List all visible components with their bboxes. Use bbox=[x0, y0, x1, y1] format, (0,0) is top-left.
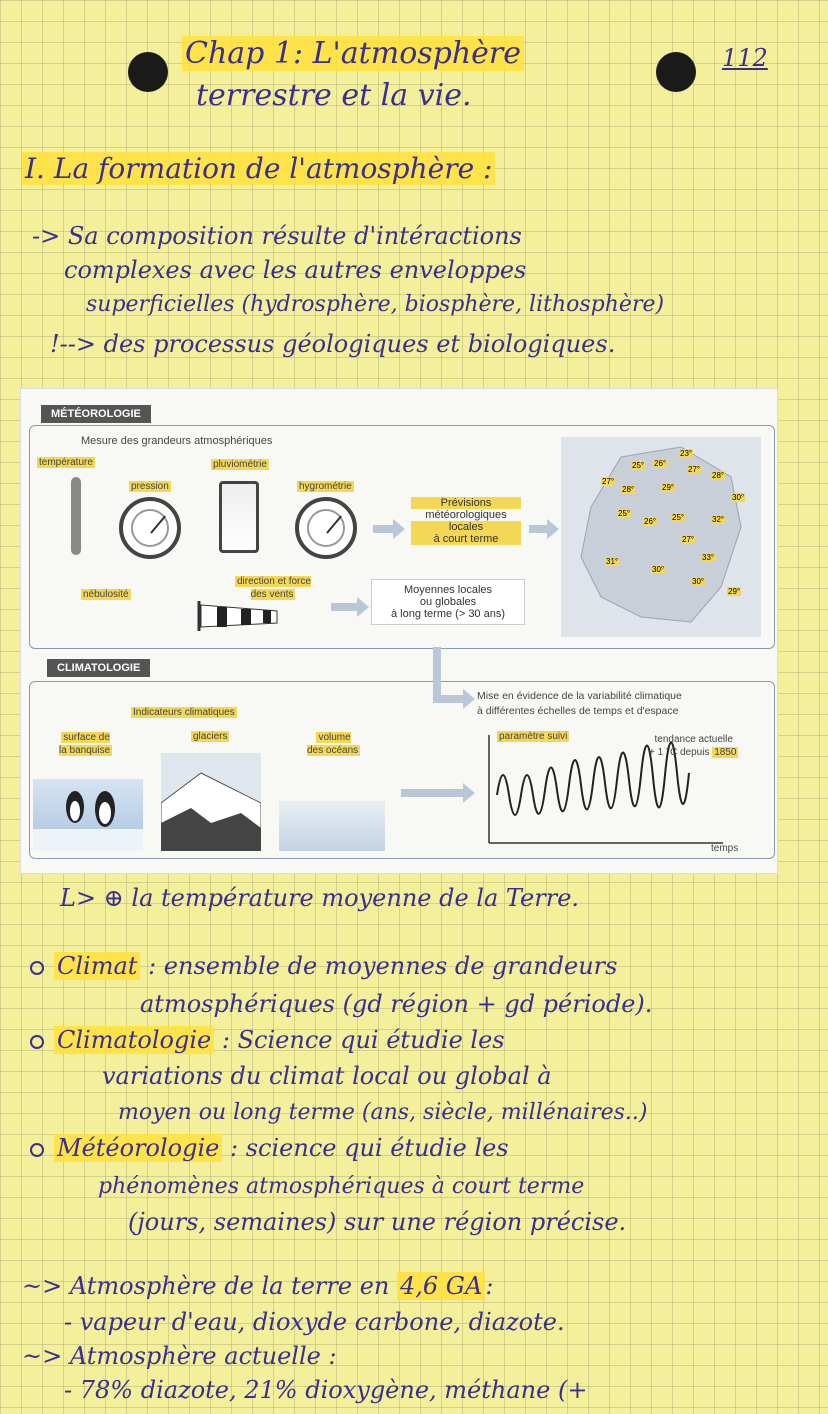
composition-line-2: complexes avec les autres enveloppes bbox=[64, 256, 527, 284]
atmosphere-actuelle-line-2: - 78% diazote, 21% dioxygène, méthane (+ bbox=[64, 1376, 588, 1404]
map-temperature-label: 30° bbox=[652, 565, 665, 574]
label-glaciers: glaciers bbox=[193, 731, 228, 742]
page-subtitle: terrestre et la vie. bbox=[196, 78, 472, 113]
map-temperature-label: 28° bbox=[712, 471, 725, 480]
label-temperature: température bbox=[39, 457, 93, 468]
arrow-to-map bbox=[529, 525, 549, 533]
previsions-line-3: locales bbox=[411, 521, 521, 533]
map-temperature-label: 33° bbox=[702, 553, 715, 562]
def-meteorologie: Météorologie : science qui étudie les bbox=[30, 1134, 509, 1162]
atmosphere-actuelle: ~> Atmosphère actuelle : bbox=[22, 1342, 337, 1370]
label-parametre: paramètre suivi bbox=[499, 731, 568, 742]
page-title bbox=[182, 36, 524, 71]
def-climatologie-line-2: variations du climat local ou global à bbox=[102, 1062, 552, 1090]
composition-line-4: !--> des processus géologiques et biologiques. bbox=[50, 330, 616, 358]
arrow-to-moyennes bbox=[331, 603, 359, 611]
label-pression: pression bbox=[131, 481, 169, 492]
map-temperature-label: 25° bbox=[618, 509, 631, 518]
composition-line-1: -> Sa composition résulte d'intéractions bbox=[32, 222, 522, 250]
map-temperature-label: 30° bbox=[692, 577, 705, 586]
map-temperature-label: 30° bbox=[732, 493, 745, 502]
def-climat-term: Climat bbox=[54, 952, 140, 980]
meteo-tag: MÉTÉOROLOGIE bbox=[41, 405, 151, 423]
hygrometer-icon bbox=[295, 497, 357, 559]
section-heading-text: I. La formation de l'atmosphère : bbox=[22, 152, 495, 185]
previsions-line-1: Prévisions bbox=[411, 497, 521, 509]
map-temperature-label: 27° bbox=[682, 535, 695, 544]
climate-figure bbox=[20, 388, 778, 874]
def-meteorologie-line-3: (jours, semaines) sur une région précise. bbox=[128, 1208, 627, 1236]
def-climatologie-line-3: moyen ou long terme (ans, siècle, millénaires..) bbox=[118, 1100, 648, 1125]
map-temperature-label: 32° bbox=[712, 515, 725, 524]
def-climat: Climat : ensemble de moyennes de grandeurs bbox=[30, 952, 617, 980]
map-temperature-label: 27° bbox=[602, 477, 615, 486]
label-banquise: surface de la banquise bbox=[59, 732, 111, 756]
barometer-icon bbox=[119, 497, 181, 559]
map-temperature-label: 25° bbox=[632, 461, 645, 470]
label-pluviometrie: pluviométrie bbox=[213, 459, 267, 470]
glacier-image bbox=[161, 753, 261, 851]
moyennes-line-2: ou globales bbox=[419, 596, 477, 608]
tendance-line-2: + 1 °C depuis 1850 bbox=[649, 747, 737, 758]
arrow-to-graph bbox=[401, 789, 465, 797]
thermometer-icon bbox=[71, 477, 81, 555]
penguins-image bbox=[33, 779, 143, 851]
variabilite-line-2: à différentes échelles de temps et d'espace bbox=[477, 705, 679, 717]
windsock-icon bbox=[197, 601, 283, 631]
map-temperature-label: 26° bbox=[644, 517, 657, 526]
def-meteo-term: Météorologie bbox=[54, 1134, 222, 1162]
meteo-heading: Mesure des grandeurs atmosphériques bbox=[81, 435, 273, 447]
ocean-image bbox=[279, 801, 385, 851]
label-nebulosite: nébulosité bbox=[83, 589, 129, 600]
map-temperature-label: 31° bbox=[606, 557, 619, 566]
atmosphere-age: 4,6 GA bbox=[397, 1272, 485, 1300]
label-indicateurs: Indicateurs climatiques bbox=[133, 707, 235, 718]
previsions-line-2: météorologiques bbox=[425, 509, 507, 521]
tendance-line-1: tendance actuelle bbox=[654, 734, 733, 745]
label-vents: direction et force des vents bbox=[237, 576, 311, 600]
binder-hole-left bbox=[128, 52, 168, 92]
label-hygrometrie: hygrométrie bbox=[299, 481, 352, 492]
def-climato-term: Climatologie bbox=[54, 1026, 214, 1054]
connector-arrow-right bbox=[433, 695, 465, 703]
def-climat-line-2: atmosphériques (gd région + gd période). bbox=[140, 990, 653, 1018]
def-meteorologie-line-2: phénomènes atmosphériques à court terme bbox=[98, 1174, 585, 1199]
atmosphere-primitive: ~> Atmosphère de la terre en 4,6 GA : bbox=[22, 1272, 494, 1300]
moyennes-box bbox=[371, 579, 525, 625]
arrow-to-previsions bbox=[373, 525, 395, 533]
map-temperature-label: 27° bbox=[688, 465, 701, 474]
climatology-tag: CLIMATOLOGIE bbox=[47, 659, 150, 677]
page-title-line-1: Chap 1: L'atmosphère bbox=[182, 36, 524, 71]
page-number: 112 bbox=[722, 44, 768, 72]
temperature-line: L> ⊕ la température moyenne de la Terre. bbox=[60, 884, 580, 912]
map-temperature-label: 25° bbox=[672, 513, 685, 522]
map-temperature-label: 29° bbox=[662, 483, 675, 492]
tendance-text bbox=[649, 733, 738, 759]
previsions-line-4: à court terme bbox=[411, 533, 521, 545]
moyennes-line-1: Moyennes locales bbox=[403, 584, 493, 596]
label-temps: temps bbox=[711, 843, 739, 854]
section-heading bbox=[22, 152, 495, 185]
map-temperature-label: 28° bbox=[622, 485, 635, 494]
map-temperature-label: 23° bbox=[680, 449, 693, 458]
composition-line-3: superficielles (hydrosphère, biosphère, lithosphère) bbox=[86, 292, 665, 317]
variabilite-text bbox=[477, 689, 682, 719]
previsions-box bbox=[405, 493, 527, 549]
map-temperature-label: 26° bbox=[654, 459, 667, 468]
def-climatologie: Climatologie : Science qui étudie les bbox=[30, 1026, 505, 1054]
tendance-year: 1850 bbox=[714, 747, 737, 758]
label-oceans: volume des océans bbox=[307, 732, 359, 756]
moyennes-line-3: à long terme (> 30 ans) bbox=[390, 608, 506, 620]
map-temperature-label: 29° bbox=[728, 587, 741, 596]
binder-hole-right bbox=[656, 52, 696, 92]
variabilite-line-1: Mise en évidence de la variabilité climatique bbox=[477, 690, 682, 702]
france-temperature-map bbox=[561, 437, 761, 637]
atmosphere-primitive-line-2: - vapeur d'eau, dioxyde carbone, diazote. bbox=[64, 1308, 565, 1336]
rain-gauge-icon bbox=[219, 481, 259, 553]
